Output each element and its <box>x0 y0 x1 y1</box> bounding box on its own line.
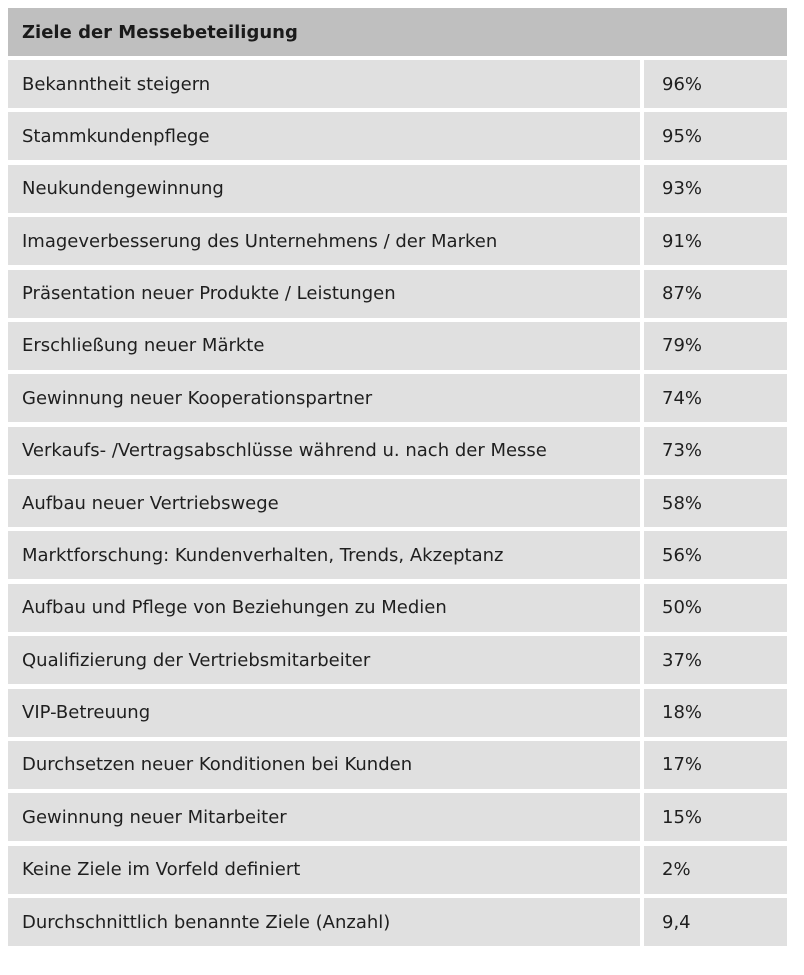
row-value: 79% <box>644 322 787 370</box>
row-value: 74% <box>644 374 787 422</box>
table-row <box>8 531 787 579</box>
row-value: 93% <box>644 165 787 213</box>
row-label: Gewinnung neuer Kooperationspartner <box>8 374 640 422</box>
table-row <box>8 479 787 527</box>
row-value: 2% <box>644 846 787 894</box>
row-value: 37% <box>644 636 787 684</box>
table-row <box>8 217 787 265</box>
row-value: 73% <box>644 427 787 475</box>
row-label: Qualifizierung der Vertriebsmitarbeiter <box>8 636 640 684</box>
row-value: 95% <box>644 112 787 160</box>
row-label: Aufbau neuer Vertriebswege <box>8 479 640 527</box>
row-label: Stammkundenpflege <box>8 112 640 160</box>
row-label: Imageverbesserung des Unternehmens / der Marken <box>8 217 640 265</box>
row-label: Präsentation neuer Produkte / Leistungen <box>8 270 640 318</box>
row-value: 96% <box>644 60 787 108</box>
table-row <box>8 584 787 632</box>
row-label: Neukundengewinnung <box>8 165 640 213</box>
table-row <box>8 846 787 894</box>
row-value: 17% <box>644 741 787 789</box>
row-value: 18% <box>644 689 787 737</box>
table-row <box>8 322 787 370</box>
table-row <box>8 898 787 946</box>
table-row <box>8 427 787 475</box>
table-row <box>8 374 787 422</box>
row-label: Gewinnung neuer Mitarbeiter <box>8 793 640 841</box>
row-label: Verkaufs- /Vertragsabschlüsse während u. nach der Messe <box>8 427 640 475</box>
row-value: 87% <box>644 270 787 318</box>
table-row <box>8 793 787 841</box>
row-label: Keine Ziele im Vorfeld definiert <box>8 846 640 894</box>
table-row <box>8 689 787 737</box>
row-value: 58% <box>644 479 787 527</box>
row-label: Marktforschung: Kundenverhalten, Trends, Akzeptanz <box>8 531 640 579</box>
table-body <box>8 60 787 946</box>
row-label: Erschließung neuer Märkte <box>8 322 640 370</box>
row-label: Durchsetzen neuer Konditionen bei Kunden <box>8 741 640 789</box>
table-row <box>8 60 787 108</box>
table-row <box>8 270 787 318</box>
row-label: VIP-Betreuung <box>8 689 640 737</box>
row-value: 91% <box>644 217 787 265</box>
table-row <box>8 636 787 684</box>
row-label: Aufbau und Pflege von Beziehungen zu Medien <box>8 584 640 632</box>
row-value: 9,4 <box>644 898 787 946</box>
table-row <box>8 165 787 213</box>
table-header-title: Ziele der Messebeteiligung <box>8 8 787 56</box>
table-row <box>8 741 787 789</box>
row-value: 56% <box>644 531 787 579</box>
goals-table <box>8 8 787 950</box>
table-row <box>8 112 787 160</box>
row-value: 15% <box>644 793 787 841</box>
row-label: Durchschnittlich benannte Ziele (Anzahl) <box>8 898 640 946</box>
row-value: 50% <box>644 584 787 632</box>
row-label: Bekanntheit steigern <box>8 60 640 108</box>
